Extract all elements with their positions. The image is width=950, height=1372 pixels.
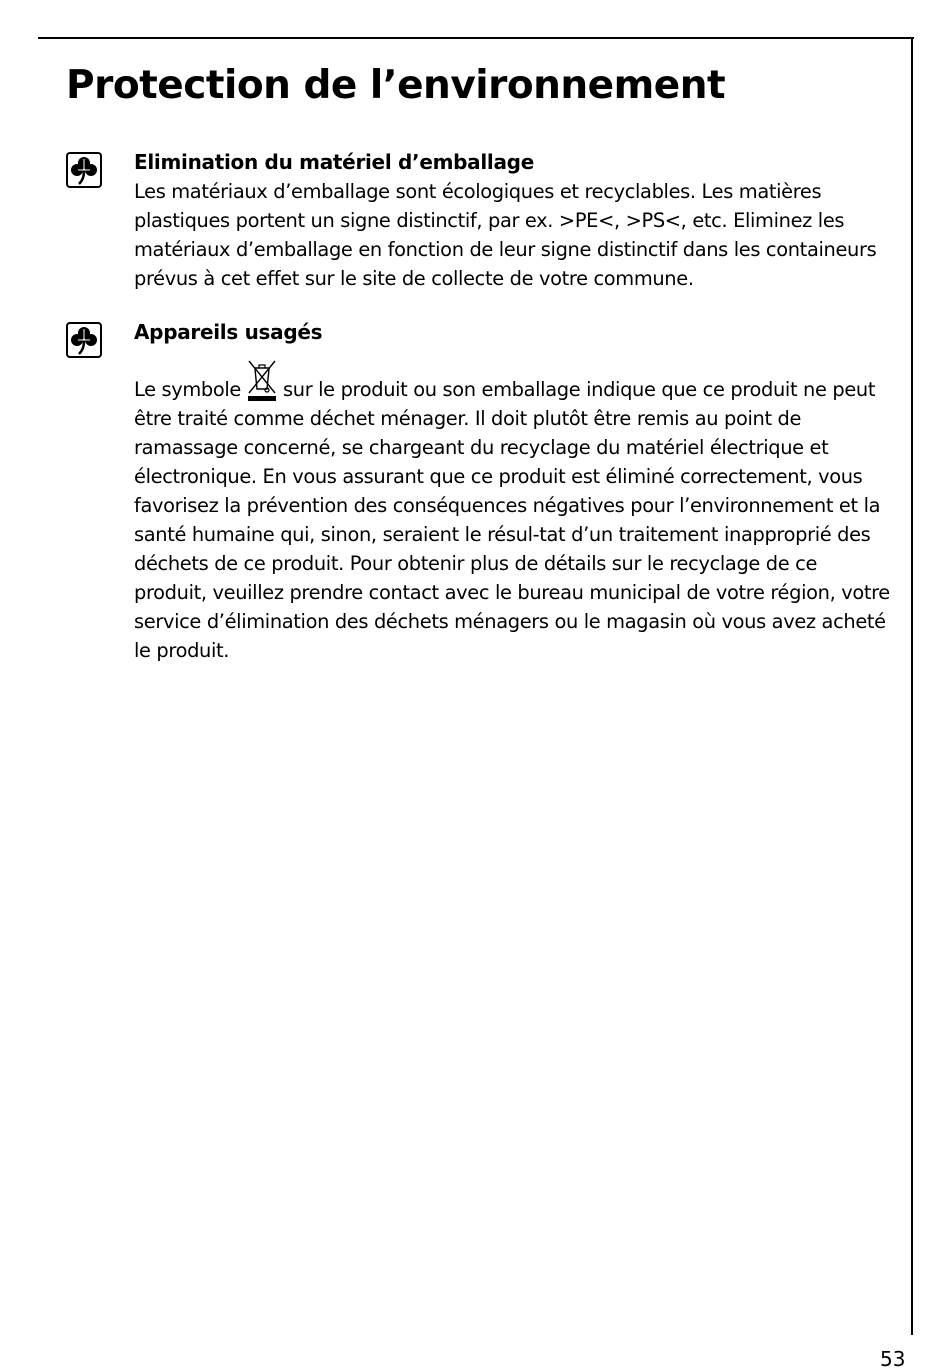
text-before-symbol: Le symbole — [134, 378, 242, 401]
shamrock-icon — [66, 322, 102, 358]
section-text — [134, 375, 894, 665]
top-rule — [38, 37, 914, 39]
shamrock-icon — [66, 152, 102, 188]
crossed-out-wheelie-bin-icon — [245, 358, 279, 402]
section-heading: Elimination du matériel d’emballage — [134, 150, 534, 174]
section-heading: Appareils usagés — [134, 320, 323, 344]
page-number: 53 — [880, 1347, 906, 1371]
page-title: Protection de l’environnement — [66, 63, 726, 108]
section-text: Les matériaux d’emballage sont écologiques et recyclables. Les matières plastiques portent un signe distinctif, par ex. >PE<, >PS<, etc. Eliminez les matériaux d’emballage en fonction de leur signe distinctif dans les containeurs prévus à cet effet sur le site de collecte de votre commune. — [134, 180, 877, 290]
text-after-symbol: sur le produit ou son emballage indique que ce produit ne peut être traité comme déchet ménager. Il doit plutôt être remis au point de ramassage concerné, se chargeant du recyclage du matériel électrique et électronique. En vous assurant que ce produit est éliminé correctement, vous favorisez la prévention des conséquences négatives pour l’environnement et la santé humaine qui, sinon, seraient le résul-tat d’un traitement inapproprié des déchets de ce produit. Pour obtenir plus de détails sur le recyclage de ce produit, veuillez prendre contact avec le bureau municipal de votre région, votre service d’élimination des déchets ménagers ou le magasin où vous avez acheté le produit. — [134, 378, 890, 662]
right-rule — [911, 37, 913, 1335]
